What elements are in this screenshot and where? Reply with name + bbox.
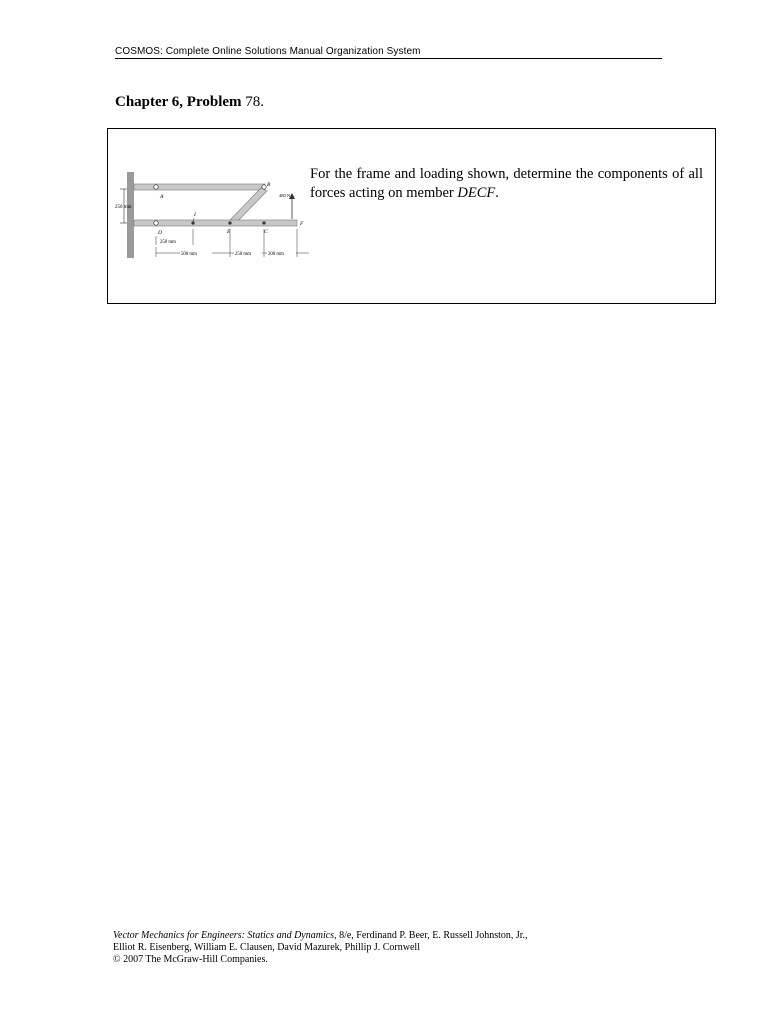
dim-c-f: 200 mm [268, 252, 284, 257]
svg-text:A: A [160, 194, 164, 200]
wall [127, 172, 134, 258]
dim-d-e: 500 mm [181, 252, 197, 257]
svg-text:F: F [300, 221, 304, 227]
svg-text:I: I [194, 212, 196, 218]
problem-box [107, 128, 716, 304]
member-be [228, 188, 267, 225]
chapter-heading [115, 94, 264, 111]
svg-text:B: B [267, 182, 271, 188]
problem-number: 78. [245, 94, 265, 110]
svg-text:D: D [158, 230, 162, 236]
svg-text:C: C [264, 229, 268, 235]
dim-d-i: 250 mm [160, 240, 176, 245]
book-title: Vector Mechanics for Engineers: Statics and Dynamics [113, 930, 335, 941]
authors-line: Elliot R. Eisenberg, William E. Clausen, David Mazurek, Phillip J. Cornwell [113, 942, 420, 953]
load-label: 480 N [279, 193, 291, 198]
dim-e-c: 250 mm [235, 252, 251, 257]
svg-text:E: E [227, 229, 231, 235]
footer-citation: Vector Mechanics for Engineers: Statics and Dynamics, 8/e, Ferdinand P. Beer, E. Russell Johnston, Jr., Elliot R. Eisenberg, William E. Clausen, David Mazurek, Phillip J. Cornwell © 2007 The McGraw-Hill Companies. [113, 930, 673, 966]
member-name: DECF [457, 185, 496, 201]
frame-figure [114, 167, 314, 267]
problem-statement: For the frame and loading shown, determine the components of all forces acting on member DECF. [310, 166, 703, 201]
header-title: COSMOS: Complete Online Solutions Manual Organization System [115, 46, 662, 59]
chapter-prefix: Chapter 6, Problem [115, 94, 242, 110]
copyright-line: © 2007 The McGraw-Hill Companies. [113, 954, 268, 965]
dim-height: 250 mm [115, 205, 132, 210]
